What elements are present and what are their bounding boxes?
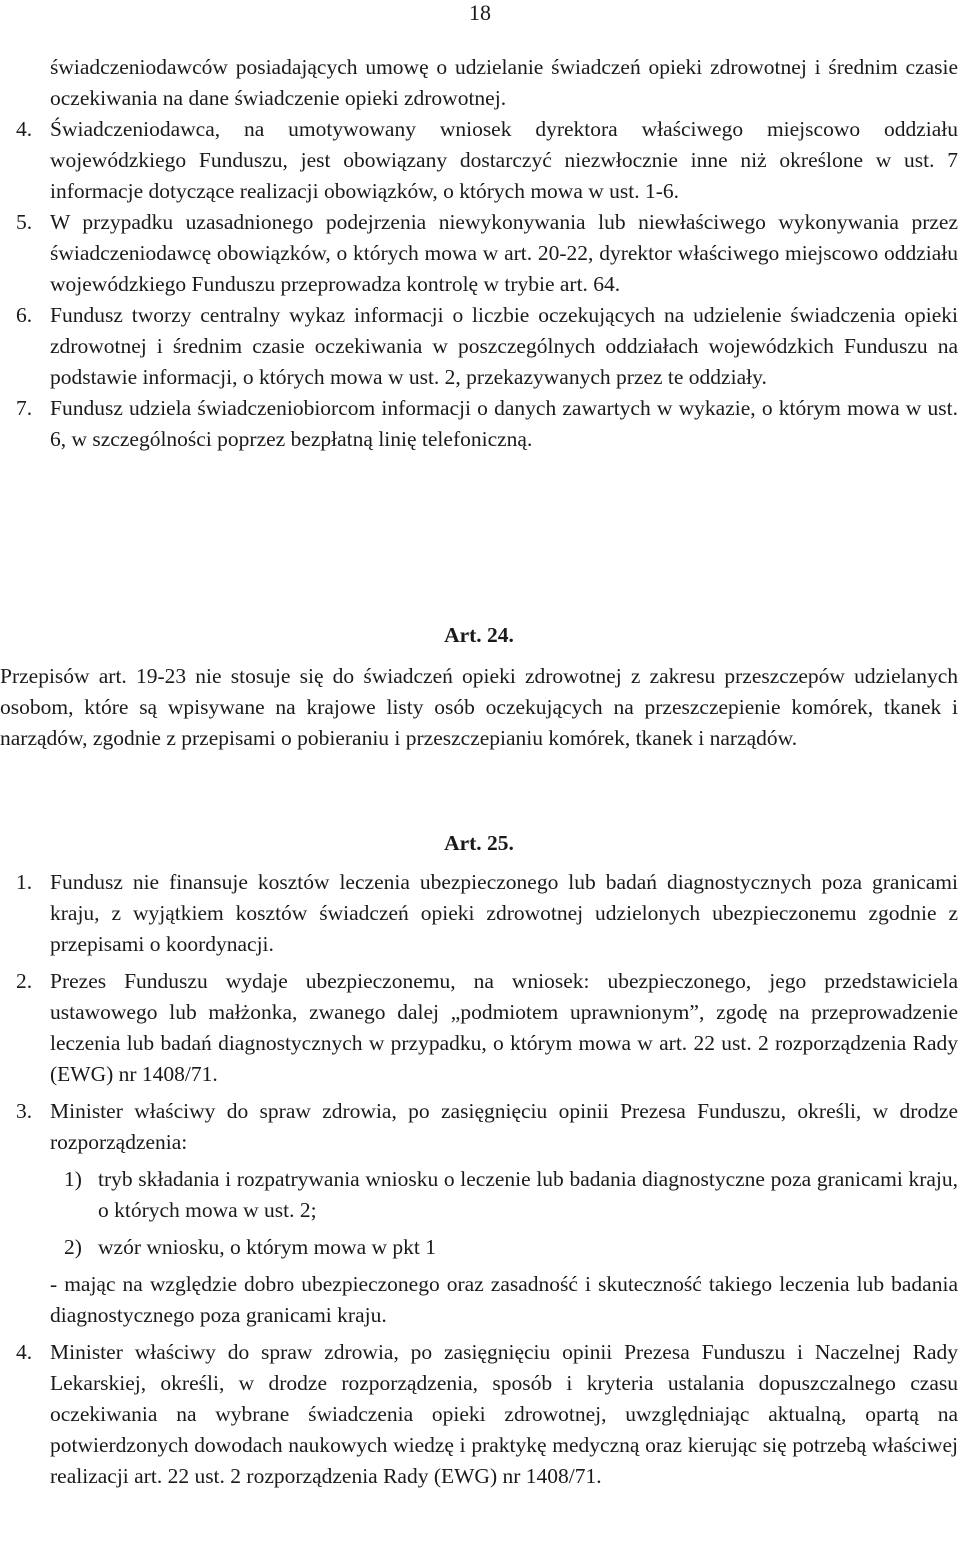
article-heading: Art. 24. [444,623,514,647]
paragraph-number: 1. [16,870,33,894]
paragraph-4 [0,114,958,207]
paragraph-text: Prezes Funduszu wydaje ubezpieczonemu, na wniosek: ubezpieczonego, jego przedstawiciela ustawowego lub małżonka, zwanego dalej „podmiotem uprawnionym”, zgodę na przeprowadzenie leczenia lub badań diagnostycznych w przypadku, o którym mowa w art. 22 ust. 2 rozporządzenia Rady (EWG) nr 1408/71. [50,969,958,1086]
paragraph-continued [0,52,958,114]
paragraph-number: 4. [16,117,33,141]
paragraph-text: Świadczeniodawca, na umotywowany wniosek dyrektora właściwego miejscowo oddziału wojewódzkiego Funduszu, jest obowiązany dostarczyć niezwłocznie inne niż określone w ust. 7 informacje dotyczące realizacji obowiązków, o których mowa w ust. 1-6. [50,117,958,203]
list-item-2 [0,1232,958,1263]
list-item-text: wzór wniosku, o którym mowa w pkt 1 [98,1235,436,1259]
paragraph-number: 5. [16,210,33,234]
paragraph-6 [0,300,958,393]
paragraph-4 [0,1337,958,1492]
list-item-1 [0,1164,958,1226]
paragraph-7 [0,393,958,455]
paragraph-text: Fundusz udziela świadczeniobiorcom informacji o danych zawartych w wykazie, o którym mowa w ust. 6, w szczególności poprzez bezpłatną linię telefoniczną. [50,396,958,451]
paragraph-number: 7. [16,396,33,420]
paragraph-text: W przypadku uzasadnionego podejrzenia niewykonywania lub niewłaściwego wykonywania przez świadczeniodawcę obowiązków, o których mowa w art. 20-22, dyrektor właściwego miejscowo oddziału wojewódzkiego Funduszu przeprowadza kontrolę w trybie art. 64. [50,210,958,296]
paragraph-text: Fundusz tworzy centralny wykaz informacji o liczbie oczekujących na udzielenie świadczenia opieki zdrowotnej i średnim czasie oczekiwania w poszczególnych oddziałach wojewódzkich Funduszu na podstawie informacji, o których mowa w ust. 2, przekazywanych przez te oddziały. [50,303,958,389]
list-item-number: 1) [64,1167,82,1191]
paragraph-number: 3. [16,1099,33,1123]
page-number: 18 [469,0,491,25]
paragraph-1 [0,867,958,960]
article-24 [0,620,958,754]
list-item-text: tryb składania i rozpatrywania wniosku o leczenie lub badania diagnostyczne poza granicami kraju, o których mowa w ust. 2; [98,1167,958,1222]
paragraph-number: 6. [16,303,33,327]
paragraph-number: 2. [16,969,33,993]
paragraph-text: Fundusz nie finansuje kosztów leczenia ubezpieczonego lub badań diagnostycznych poza granicami kraju, z wyjątkiem kosztów świadczeń opieki zdrowotnej udzielonych ubezpieczonemu zgodnie z przepisami o koordynacji. [50,870,958,956]
article-heading: Art. 25. [444,831,514,855]
paragraph-3-closing: - mając na względzie dobro ubezpieczonego oraz zasadność i skuteczność takiego leczenia lub badania diagnostycznego poza granicami kraju. [50,1272,958,1327]
paragraph-5 [0,207,958,300]
paragraph-text: Minister właściwy do spraw zdrowia, po zasięgnięciu opinii Prezesa Funduszu i Naczelnej Rady Lekarskiej, określi, w drodze rozporządzenia, sposób i kryteria ustalania dopuszczalnego czasu oczekiwania na wybrane świadczenia opieki zdrowotnej, uwzględniając aktualną, opartą na potwierdzonych dowodach naukowych wiedzę i praktykę medyczną oraz kierując się potrzebą właściwej realizacji art. 22 ust. 2 rozporządzenia Rady (EWG) nr 1408/71. [50,1340,958,1488]
paragraph-number: 4. [16,1340,33,1364]
list-item-number: 2) [64,1235,82,1259]
article-continuation [0,52,958,455]
paragraph-text: Minister właściwy do spraw zdrowia, po zasięgnięciu opinii Prezesa Funduszu, określi, w drodze rozporządzenia: [50,1099,958,1154]
article-25 [0,828,958,1492]
paragraph-text: świadczeniodawców posiadających umowę o udzielanie świadczeń opieki zdrowotnej i średnim czasie oczekiwania na dane świadczenie opieki zdrowotnej. [50,55,958,110]
paragraph-3 [0,1096,958,1158]
paragraph-2 [0,966,958,1090]
article-text: Przepisów art. 19-23 nie stosuje się do świadczeń opieki zdrowotnej z zakresu przeszczepów udzielanych osobom, które są wpisywane na krajowe listy osób oczekujących na przeszczepienie komórek, tkanek i narządów, zgodnie z przepisami o pobieraniu i przeszczepianiu komórek, tkanek i narządów. [0,664,958,750]
